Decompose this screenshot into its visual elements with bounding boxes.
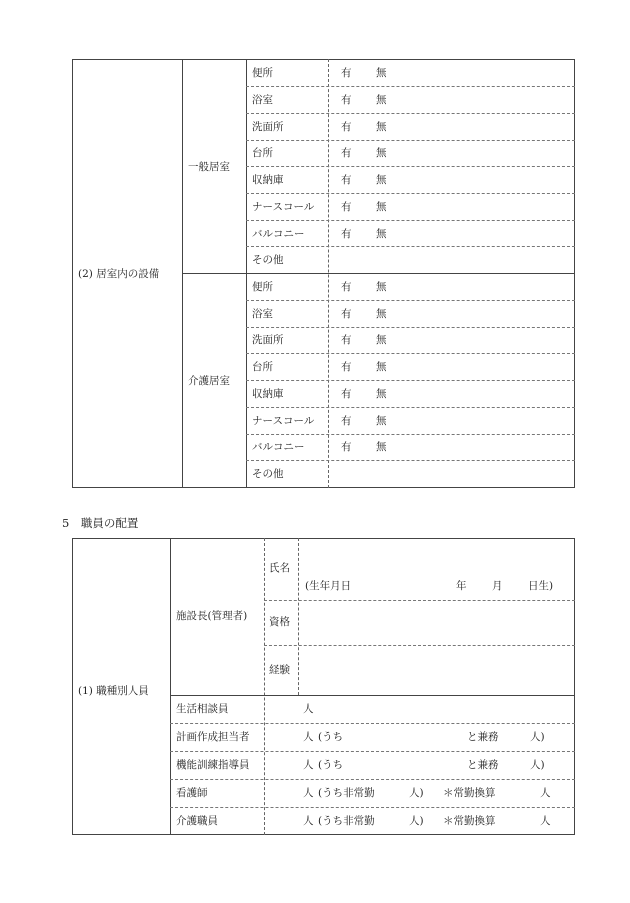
option-no[interactable]: 無 xyxy=(376,415,387,427)
table-divider xyxy=(170,538,171,835)
option-no[interactable]: 無 xyxy=(376,147,387,159)
option-no[interactable]: 無 xyxy=(376,441,387,453)
option-yes[interactable]: 有 xyxy=(341,67,352,79)
row-divider xyxy=(264,600,575,601)
staff-role: 看護師 xyxy=(176,787,208,799)
count-unit: 人 xyxy=(303,731,314,743)
equipment-label: バルコニー xyxy=(252,441,305,453)
table-divider xyxy=(298,538,299,695)
staff-role: 機能訓練指導員 xyxy=(176,759,250,771)
day-label: 日生) xyxy=(528,580,554,592)
row-divider xyxy=(246,407,575,408)
director-title: 施設長(管理者) xyxy=(176,610,248,622)
concurrent-unit: 人) xyxy=(530,731,545,743)
staff-role: 介護職員 xyxy=(176,815,218,827)
staff-role: 計画作成担当者 xyxy=(176,731,250,743)
row-divider xyxy=(246,353,575,354)
equipment-label: 洗面所 xyxy=(252,121,284,133)
equipment-label: 台所 xyxy=(252,147,273,159)
fte-unit: 人 xyxy=(540,815,551,827)
equipment-label: バルコニー xyxy=(252,228,305,240)
equipment-label: 収納庫 xyxy=(252,174,284,186)
row-divider xyxy=(246,86,575,87)
section-heading: 5 職員の配置 xyxy=(62,516,139,530)
equipment-label: 浴室 xyxy=(252,94,273,106)
option-yes[interactable]: 有 xyxy=(341,94,352,106)
row-divider xyxy=(246,300,575,301)
option-yes[interactable]: 有 xyxy=(341,334,352,346)
month-label: 月 xyxy=(492,580,503,592)
table-divider xyxy=(182,273,575,274)
row-divider xyxy=(246,434,575,435)
staff-role: 生活相談員 xyxy=(176,703,229,715)
option-yes[interactable]: 有 xyxy=(341,308,352,320)
row-divider xyxy=(246,193,575,194)
fte-label: ＊常勤換算 xyxy=(443,815,496,827)
equipment-label: 収納庫 xyxy=(252,388,284,400)
equipment-label: その他 xyxy=(252,254,284,266)
option-no[interactable]: 無 xyxy=(376,121,387,133)
fte-unit: 人 xyxy=(540,787,551,799)
option-no[interactable]: 無 xyxy=(376,174,387,186)
option-yes[interactable]: 有 xyxy=(341,174,352,186)
parttime-unit: 人) xyxy=(409,815,424,827)
equipment-label: 浴室 xyxy=(252,308,273,320)
row-divider xyxy=(246,166,575,167)
row-divider xyxy=(246,140,575,141)
row-divider xyxy=(170,751,575,752)
table-divider xyxy=(264,538,265,835)
parttime-label: (うち非常勤 xyxy=(318,815,375,827)
row-divider xyxy=(246,113,575,114)
option-no[interactable]: 無 xyxy=(376,94,387,106)
row-divider xyxy=(170,807,575,808)
concurrent-label: (うち xyxy=(318,759,344,771)
equipment-label: 台所 xyxy=(252,361,273,373)
equipment-label: ナースコール xyxy=(252,415,315,427)
option-no[interactable]: 無 xyxy=(376,334,387,346)
count-unit: 人 xyxy=(303,815,314,827)
option-no[interactable]: 無 xyxy=(376,361,387,373)
birthdate-label: (生年月日 xyxy=(305,580,352,592)
other-input[interactable] xyxy=(334,253,570,267)
equipment-label: その他 xyxy=(252,468,284,480)
row-divider xyxy=(170,779,575,780)
row-divider xyxy=(246,327,575,328)
table-divider xyxy=(170,695,575,696)
option-no[interactable]: 無 xyxy=(376,67,387,79)
option-no[interactable]: 無 xyxy=(376,308,387,320)
row-divider xyxy=(246,380,575,381)
row-divider xyxy=(246,460,575,461)
count-unit: 人 xyxy=(303,787,314,799)
fte-label: ＊常勤換算 xyxy=(443,787,496,799)
general-room-title: 一般居室 xyxy=(188,161,230,173)
option-yes[interactable]: 有 xyxy=(341,281,352,293)
option-no[interactable]: 無 xyxy=(376,228,387,240)
parttime-unit: 人) xyxy=(409,787,424,799)
option-yes[interactable]: 有 xyxy=(341,361,352,373)
row-divider xyxy=(170,723,575,724)
staff-category-label: (1) 職種別人員 xyxy=(78,685,149,697)
equipment-label: ナースコール xyxy=(252,201,315,213)
concurrent-unit: 人) xyxy=(530,759,545,771)
option-yes[interactable]: 有 xyxy=(341,121,352,133)
care-room-title: 介護居室 xyxy=(188,375,230,387)
option-no[interactable]: 無 xyxy=(376,201,387,213)
concurrent-label: (うち xyxy=(318,731,344,743)
other-input[interactable] xyxy=(334,467,570,481)
count-unit: 人 xyxy=(303,703,314,715)
option-yes[interactable]: 有 xyxy=(341,441,352,453)
concurrent-suffix: と兼務 xyxy=(467,759,499,771)
equipment-label: 便所 xyxy=(252,281,273,293)
category-label: (2) 居室内の設備 xyxy=(78,268,160,280)
count-unit: 人 xyxy=(303,759,314,771)
option-yes[interactable]: 有 xyxy=(341,388,352,400)
parttime-label: (うち非常勤 xyxy=(318,787,375,799)
equipment-label: 便所 xyxy=(252,67,273,79)
row-divider xyxy=(246,220,575,221)
concurrent-suffix: と兼務 xyxy=(467,731,499,743)
row-divider xyxy=(264,645,575,646)
qualification-label: 資格 xyxy=(269,616,290,628)
option-yes[interactable]: 有 xyxy=(341,415,352,427)
year-label: 年 xyxy=(456,580,467,592)
option-no[interactable]: 無 xyxy=(376,388,387,400)
equipment-label: 洗面所 xyxy=(252,334,284,346)
option-yes[interactable]: 有 xyxy=(341,201,352,213)
option-yes[interactable]: 有 xyxy=(341,147,352,159)
option-no[interactable]: 無 xyxy=(376,281,387,293)
experience-label: 経験 xyxy=(269,664,290,676)
row-divider xyxy=(246,246,575,247)
option-yes[interactable]: 有 xyxy=(341,228,352,240)
name-label: 氏名 xyxy=(269,562,290,574)
